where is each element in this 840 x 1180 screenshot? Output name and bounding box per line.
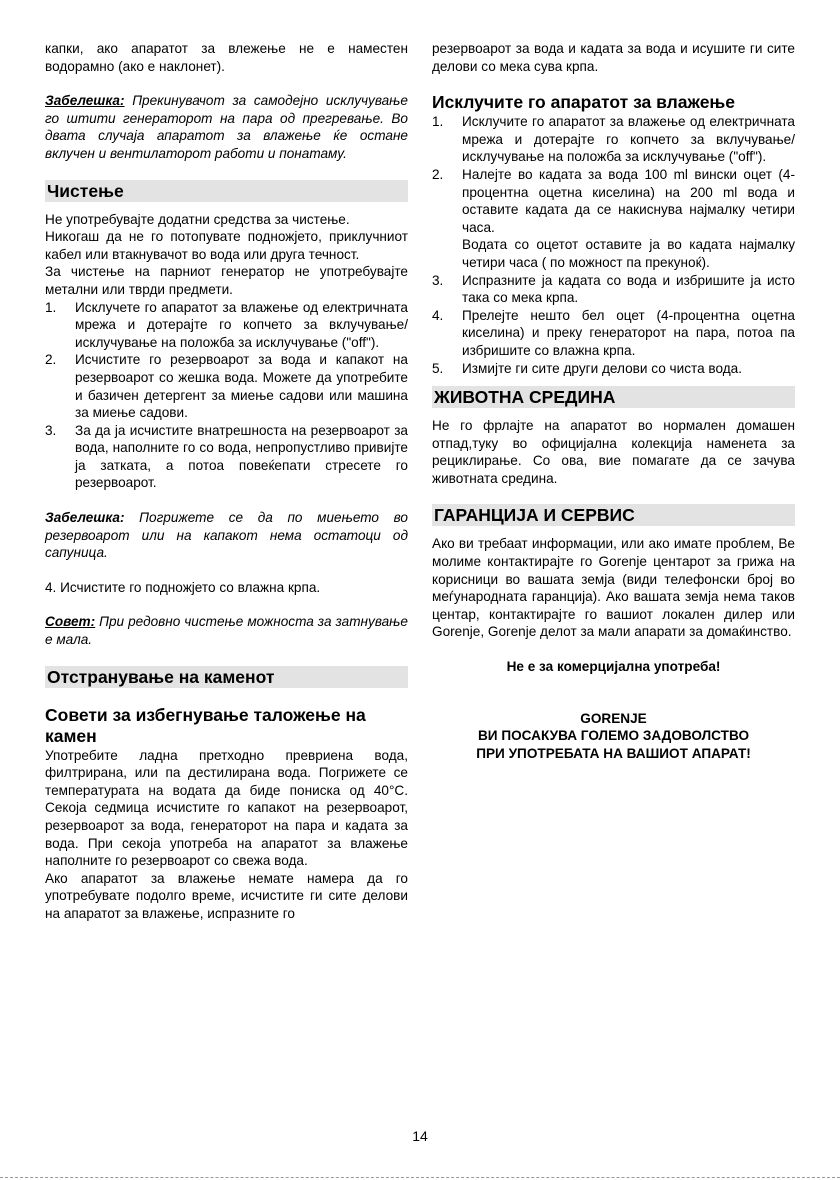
step-number: 5. xyxy=(432,360,444,376)
step-text: За да ја исчистите внатрешноста на резервоарот за вода, наполните го со вода, непропустливо привијте ја затката, а потоа повеќепати стресете го резервоарот. xyxy=(75,422,408,491)
section-heading-descaling: Отстранување на каменот xyxy=(45,666,408,688)
step-number: 4. xyxy=(432,307,444,323)
section-heading-warranty: ГАРАНЦИЈА И СЕРВИС xyxy=(432,504,795,526)
note-text: Прекинувачот за самодејно исклучување го штити генераторот на пара од прегревање. Во двата случаја апаратот за влажење ќе остане вклучен и вентилаторот работи и понатаму. xyxy=(45,93,408,161)
left-column xyxy=(45,40,408,923)
bottom-divider xyxy=(0,1177,840,1178)
page-number: 14 xyxy=(412,1128,428,1144)
note-overheat xyxy=(45,92,408,162)
cleaning-paragraph: Никогаш да не го потопувате подножјето, приклучниот кабел или втакнувачот во вода или друга течност. xyxy=(45,229,408,262)
step-extra-text: Водата со оцетот оставите ја во кадата најмалку четири часа ( по можност па прекуноќ). xyxy=(462,237,795,270)
list-item xyxy=(432,360,795,378)
note-soap xyxy=(45,509,408,562)
list-item xyxy=(45,422,408,492)
list-item xyxy=(432,307,795,360)
cleaning-step-4: 4. Исчистите го подножјето со влажна крпа. xyxy=(45,579,321,595)
warranty-paragraph: Ако ви требаат информации, или ако имате проблем, Ве молиме контактирајте го Gorenje центарот за грижа на корисници во вашата земја (види телефонски број во меѓународната гаранција). Ако вашата земја нема таков центар, контактирајте го вашиот локален дилер или Gorenje, Gorenje делот за мали апарати за домаќинство. xyxy=(432,536,795,640)
step-number: 3. xyxy=(432,272,444,288)
right-column xyxy=(432,40,795,762)
section-heading-cleaning: Чистење xyxy=(45,180,408,202)
cleaning-paragraph: Не употребувајте додатни средства за чистење. xyxy=(45,211,350,227)
tips-paragraph: Ако апаратот за влажење немате намера да го употребувате подолго време, исчистите ги сите делови на апаратот за влажење, испразните го xyxy=(45,870,408,921)
step-text: Испразните ја кадата со вода и избришите ја исто така со мека крпа. xyxy=(462,272,795,306)
environment-paragraph: Не го фрлајте на апаратот во нормален домашен отпад,туку во официјална колекција наменета за рециклирање. Со ова, вие помагате да се зачува животната средина. xyxy=(432,418,795,486)
step-number: 2. xyxy=(432,166,444,182)
step-text: Исклучете го апаратот за влажење од електричната мрежа и дотерајте го копчето за вклучување/исклучување на положба за исклучување ("off"). xyxy=(75,299,408,350)
list-item xyxy=(45,299,408,352)
step-number: 1. xyxy=(45,299,57,315)
step-text: Прелејте нешто бел оцет (4-процентна оцетна киселина) и преку генераторот на пара, потоа па избришите со влажна крпа. xyxy=(462,307,795,358)
tip-text: При редовно чистење можноста за затнување е мала. xyxy=(45,614,408,648)
tips-paragraph: Употребите ладна претходно превриена вода, филтрирана, или па дестилирана вода. Погрижете се температурата на водата да биде пониска од 40°C. Секоја седмица исчистите го капакот на резервоарот, резервоарот за вода, генераторот на пара и кадата за вода. При секоја употреба на апаратот за влажење наполните го резервоарот со свежа вода. xyxy=(45,747,408,869)
step-number: 2. xyxy=(45,352,57,368)
tip-label: Совет: xyxy=(45,614,96,630)
continued-paragraph: резервоарот за вода и кадата за вода и исушите ги сите делови со мека сува крпа. xyxy=(432,41,795,74)
step-text: Исчистите го резервоарот за вода и капакот на резервоарот со жешка вода. Можете да употребите и базичен детергент за миење садови или машина за миење садови. xyxy=(75,352,408,421)
list-item xyxy=(432,166,795,272)
switch-off-steps-list xyxy=(432,113,795,377)
step-number: 1. xyxy=(432,114,444,130)
non-commercial-notice: Не е за комерцијална употреба! xyxy=(506,659,721,675)
list-item xyxy=(432,113,795,166)
tip-note xyxy=(45,613,408,648)
intro-paragraph: капки, ако апаратот за влежење не е наместен водорамно (ако е наклонет). xyxy=(45,41,408,74)
note-label: Забелешка: xyxy=(45,93,125,109)
step-text: Измијте ги сите други делови со чиста вода. xyxy=(462,360,743,376)
list-item xyxy=(432,272,795,307)
note-label: Забелешка: xyxy=(45,510,125,526)
closing-line: ПРИ УПОТРЕБАТА НА ВАШИОТ АПАРАТ! xyxy=(476,745,751,761)
subheading-limescale-tips: Совети за избегнување таложење на камен xyxy=(45,704,366,746)
cleaning-steps-list xyxy=(45,299,408,493)
step-text: Исклучите го апаратот за влажење од електричната мрежа и дотерајте го копчето за вклучување/исклучување на положба за исклучување ("off"). xyxy=(462,114,795,165)
subheading-switch-off: Исклучите го апаратот за влажење xyxy=(432,92,736,113)
closing-line: ВИ ПОСАКУВА ГОЛЕМО ЗАДОВОЛСТВО xyxy=(477,728,750,744)
note-text: Погрижете се да по миењето во резервоарот или на капакот нема остатоци од сапуница. xyxy=(45,510,408,561)
step-text: Налејте во кадата за вода 100 ml вински оцет (4-процентна оцетна киселина) на 200 ml вода и оставите кадата да се накиснува најмалку четири часа. xyxy=(462,166,795,235)
section-heading-environment: ЖИВОТНА СРЕДИНА xyxy=(432,386,795,408)
brand-name: GORENJE xyxy=(580,710,647,726)
cleaning-paragraph: За чистење на парниот генератор не употребувајте метални или тврди предмети. xyxy=(45,264,408,297)
list-item xyxy=(45,351,408,421)
step-number: 3. xyxy=(45,422,57,438)
